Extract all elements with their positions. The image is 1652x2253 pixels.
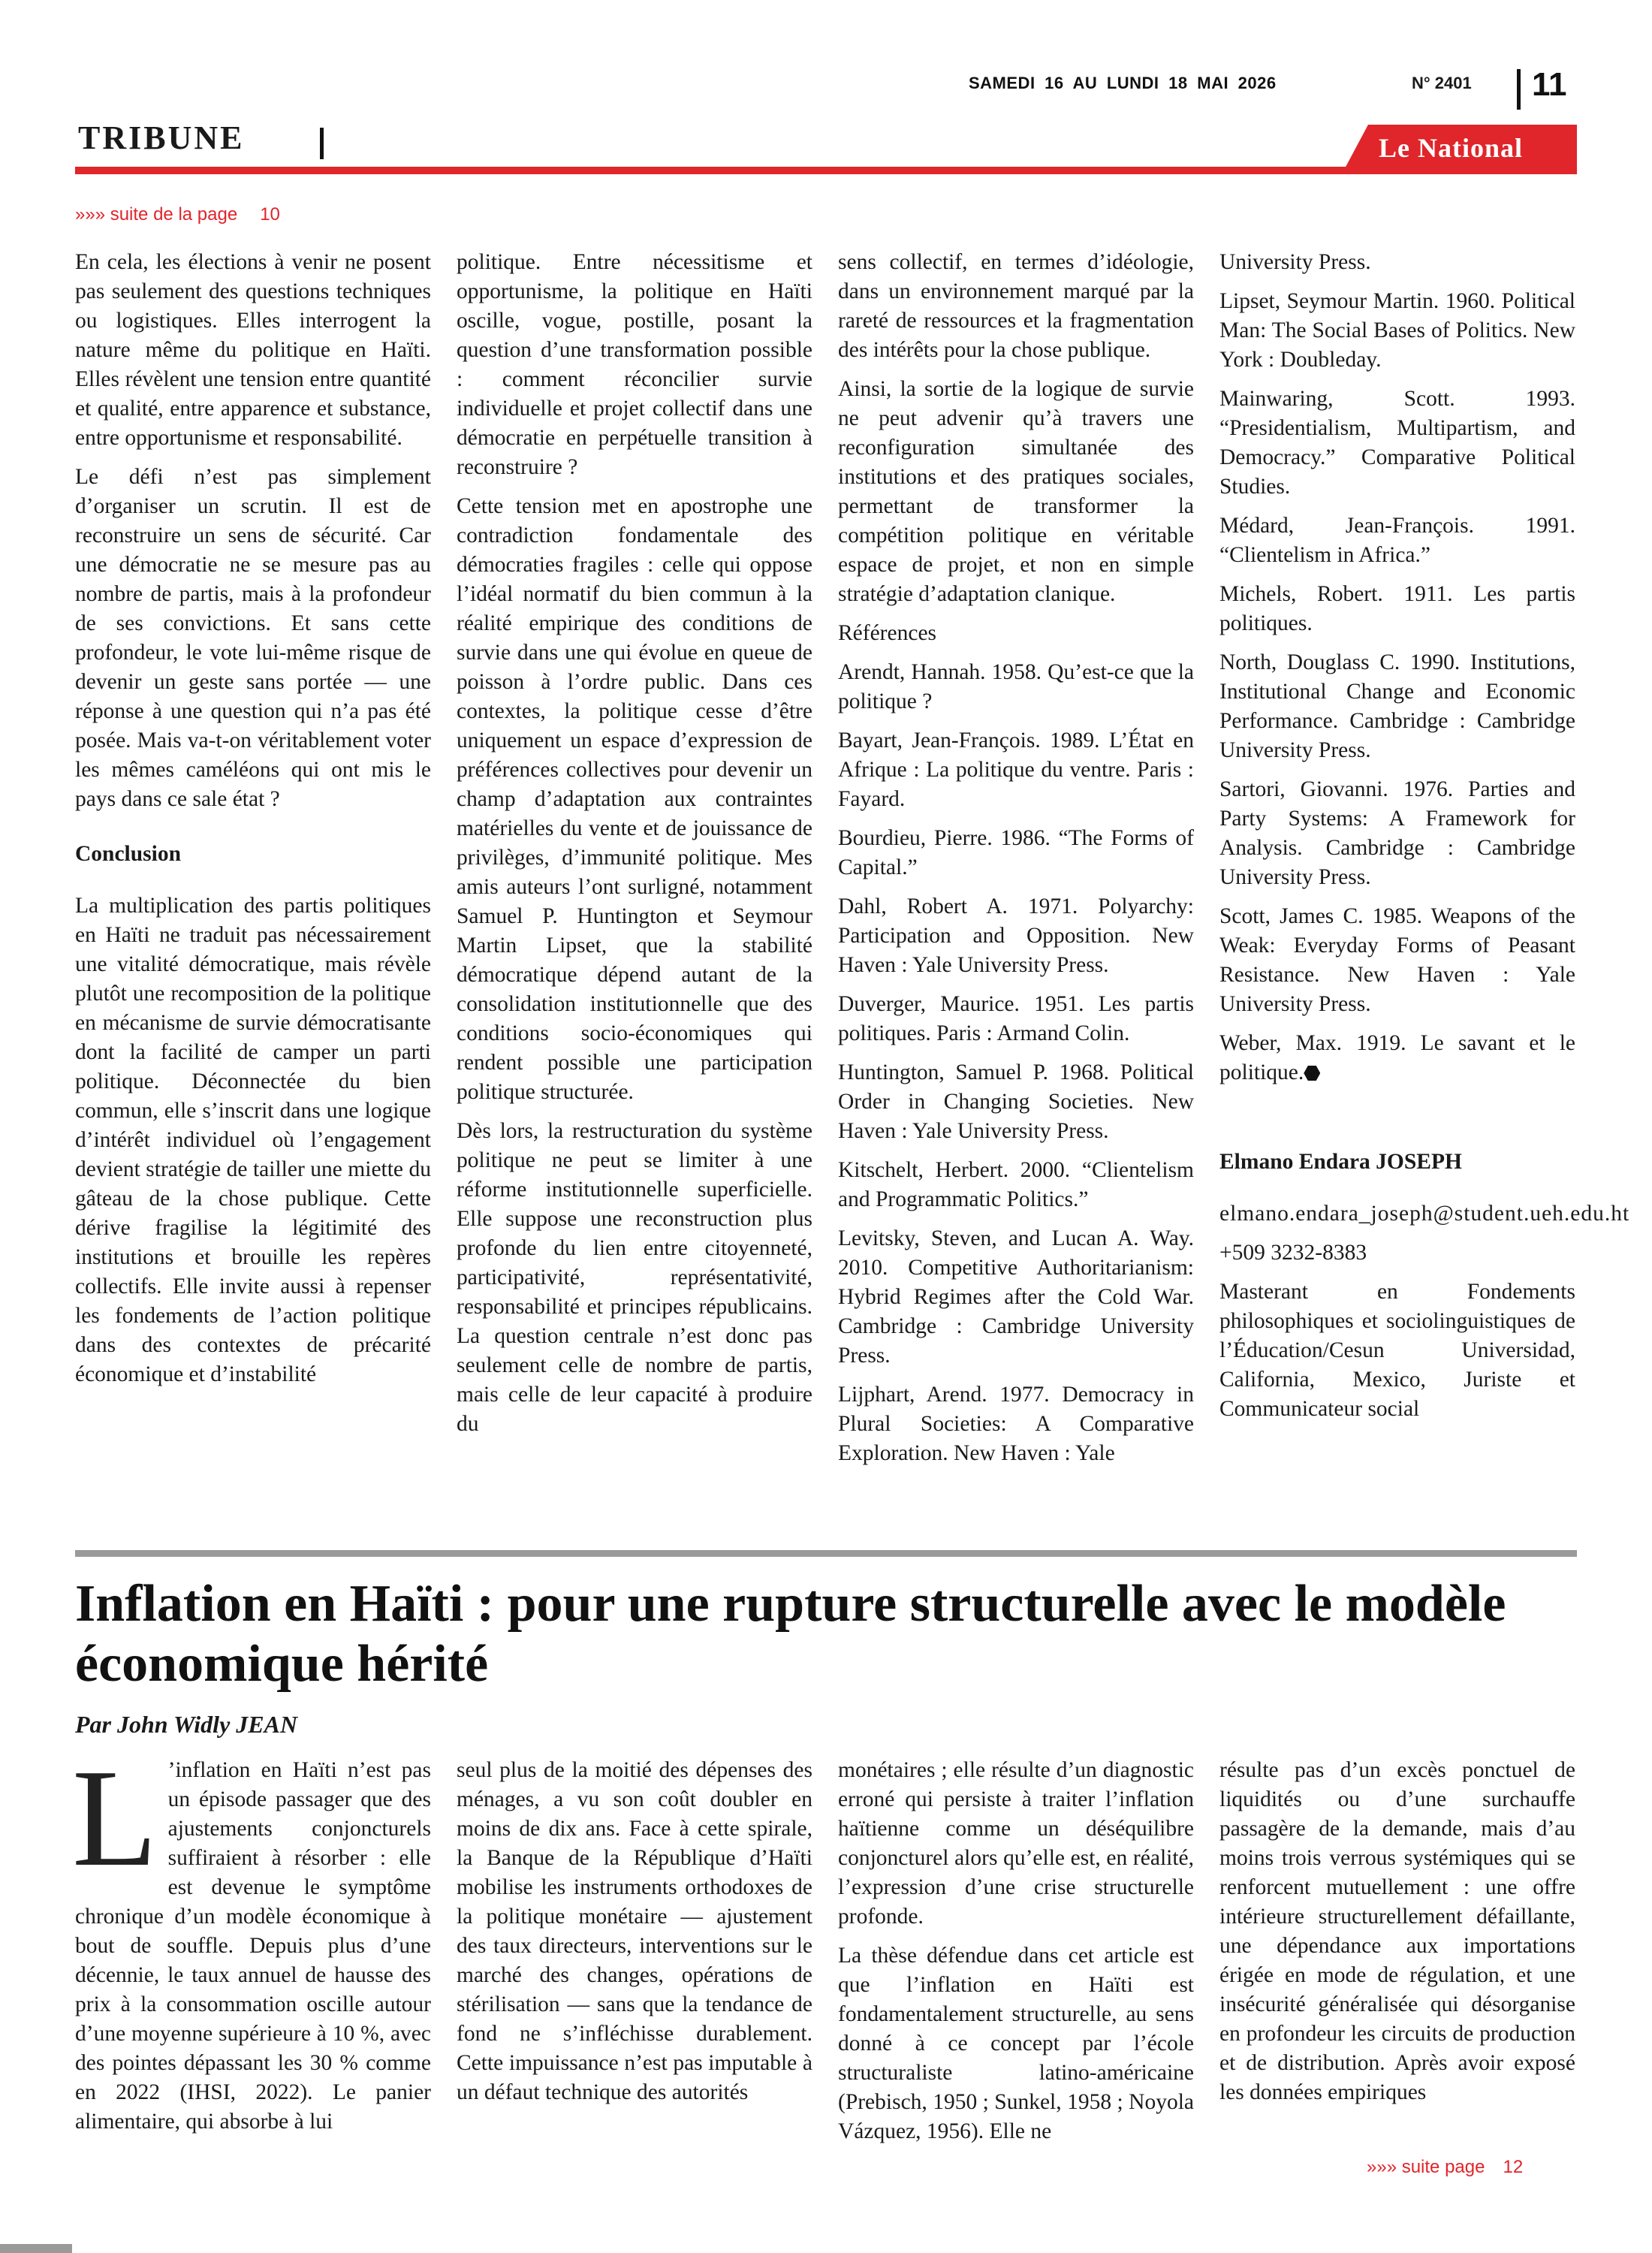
newspaper-logo: Le National bbox=[1379, 133, 1524, 163]
drop-cap: L bbox=[72, 1741, 158, 1896]
continued-from-page: 10 bbox=[260, 204, 280, 225]
reference-item: Arendt, Hannah. 1958. Qu’est-ce que la politique ? bbox=[838, 660, 1194, 713]
article2-column-4 bbox=[1219, 1756, 1575, 2117]
reference-item bbox=[1219, 1029, 1575, 1087]
paragraph: Ainsi, la sortie de la logique de survie ne peut advenir qu’à travers une reconfiguration simultanée des institutions et des pratiques sociales, permettant de transformer la compétition politique en véritable espace de projet, et non en simple stratégie d’adaptation clanique. bbox=[838, 377, 1194, 606]
continued-on bbox=[1367, 2157, 1523, 2178]
article2-headline: Inflation en Haïti : pour une rupture structurelle avec le modèle économique hérité bbox=[75, 1575, 1506, 1693]
conclusion-heading: Conclusion bbox=[75, 842, 181, 866]
author-name: Elmano Endara JOSEPH bbox=[1219, 1150, 1462, 1174]
paragraph: Le défi n’est pas simplement d’organiser un scrutin. Il est de reconstruire un sens de sécurité. Car une démocratie ne se mesure pas au nombre de partis, mais à la profondeur de ses convictions. Et sans cette profondeur, le vote lui-même risque de devenir un geste sans portée — une réponse à une question qui n’a pas été posée. Mais va-t-on véritablement voter les mêmes caméléons qui ont mis le pays dans ce sale état ? bbox=[75, 465, 431, 811]
paragraph: seul plus de la moitié des dépenses des ménages, a vu son coût doubler en moins de dix ans. Face à cette spirale, la Banque de la République d’Haïti mobilise les instruments orthodoxes de la politique monétaire — ajustement des taux directeurs, interventions sur le marché des changes, opérations de stérilisation — sans que la tendance de fond ne s’infléchisse durablement. Cette impuissance n’est pas imputable à un défaut technique des autorités bbox=[457, 1758, 812, 2104]
header-divider-left bbox=[320, 128, 324, 159]
article2-column-2 bbox=[457, 1756, 812, 2117]
issue-number: N° 2401 bbox=[1412, 74, 1472, 92]
continued-on-label: »»» suite page bbox=[1367, 2157, 1485, 2177]
reference-item: Bayart, Jean-François. 1989. L’État en Afrique : La politique du ventre. Paris : Fayard. bbox=[838, 728, 1194, 811]
article1-column-4 bbox=[1219, 248, 1630, 1434]
article2-column-1 bbox=[72, 1741, 431, 2146]
article1-column-3 bbox=[838, 248, 1194, 1478]
reference-text: Weber, Max. 1919. Le savant et le politique. bbox=[1219, 1031, 1575, 1084]
article-separator bbox=[75, 1550, 1577, 1557]
reference-item: Médard, Jean-François. 1991. “Clientelism in Africa.” bbox=[1219, 514, 1575, 567]
author-phone: +509 3232-8383 bbox=[1219, 1241, 1367, 1265]
end-of-article-icon bbox=[1304, 1066, 1320, 1081]
author-email: elmano.endara_joseph@student.ueh.edu.ht bbox=[1219, 1202, 1630, 1226]
continued-from bbox=[75, 204, 280, 225]
paragraph: sens collectif, en termes d’idéologie, dans un environnement marqué par la rareté de ressources et la fragmentation des intérêts pour la chose publique. bbox=[838, 250, 1194, 362]
issue-date: SAMEDI 16 AU LUNDI 18 MAI 2026 bbox=[969, 74, 1277, 92]
article1-column-1 bbox=[75, 248, 431, 1399]
paragraph bbox=[72, 1741, 431, 2137]
header-divider-right bbox=[1517, 69, 1521, 110]
reference-item: Levitsky, Steven, and Lucan A. Way. 2010. Competitive Authoritarianism: Hybrid Regimes after the Cold War. Cambridge : Cambridge University Press. bbox=[838, 1226, 1194, 1368]
article2-column-3 bbox=[838, 1756, 1194, 2156]
continued-from-label: »»» suite de la page bbox=[75, 204, 238, 225]
reference-item: Bourdieu, Pierre. 1986. “The Forms of Capital.” bbox=[838, 826, 1194, 879]
paragraph: résulte pas d’un excès ponctuel de liquidités ou d’une surchauffe passagère de la demande, mais d’au moins trois verrous systémiques qui se renforcent mutuellement : une offre intérieure structurellement défaillante, une dépendance aux importations érigée en mode de régulation, et une insécurité généralisée qui désorganise en profondeur les circuits de production et de distribution. Après avoir exposé les données empiriques bbox=[1219, 1758, 1575, 2104]
section-title: TRIBUNE bbox=[78, 119, 245, 156]
paragraph: La multiplication des partis politiques en Haïti ne traduit pas nécessairement une vitalité démocratique, mais révèle plutôt une recomposition de la politique en mécanisme de survie démocratisante dont la facilité de camper un parti politique. Déconnectée du bien commun, elle s’inscrit dans une logique d’intérêt individuel où l’engagement devient stratégie de tailler une miette du gâteau de la chose publique. Cette dérive fragilise la légitimité des institutions et brouille les repères collectifs. Elle invite aussi à repenser les fondements de l’action politique dans des contextes de précarité économique et d’instabilité bbox=[75, 894, 431, 1386]
paragraph: Cette tension met en apostrophe une contradiction fondamentale des démocraties fragiles : celle qui oppose l’idéal normatif du bien commun à la réalité empirique des conditions de survie dans une qui évolue en queue de poisson à l’ordre public. Dans ces contextes, la politique cesse d’être uniquement un espace d’expression de préférences collectives pour devenir un champ d’adaptation aux contraintes matérielles du vente et de jouissance de privilèges, d’immunité politique. Mes amis auteurs l’ont surligné, notamment Samuel P. Huntington et Seymour Martin Lipset, que la stabilité démocratique dépend autant de la consolidation institutionnelle que des conditions socio-économiques qui rendent possible une participation politique structurée. bbox=[457, 494, 812, 1104]
paragraph-text: ’inflation en Haïti n’est pas un épisode passager que des ajustements conjoncturels suffiraient à résorber : elle est devenue le symptôme chronique d’un modèle économique à bout de souffle. Depuis plus d’une décennie, le taux annuel de hausse des prix à la consommation oscille autour d’une moyenne supérieure à 10 %, avec des pointes dépassant les 30 % comme en 2022 (IHSI, 2022). Le panier alimentaire, qui absorbe à lui bbox=[75, 1758, 431, 2134]
paragraph: Dès lors, la restructuration du système politique ne peut se limiter à une réforme institutionnelle superficielle. Elle suppose une reconstruction plus profonde du lien entre citoyenneté, participativité, représentativité, responsabilité et principes républicains. La question centrale n’est donc pas seulement celle de nombre de partis, mais celle de leur capacité à produire du bbox=[457, 1119, 812, 1436]
reference-item: Scott, James C. 1985. Weapons of the Weak: Everyday Forms of Peasant Resistance. New Haven : Yale University Press. bbox=[1219, 904, 1575, 1016]
reference-item: Kitschelt, Herbert. 2000. “Clientelism and Programmatic Politics.” bbox=[838, 1158, 1194, 1211]
reference-item: Sartori, Giovanni. 1976. Parties and Party Systems: A Framework for Analysis. Cambridge : Cambridge University Press. bbox=[1219, 777, 1575, 889]
article1-column-2 bbox=[457, 248, 812, 1449]
continued-on-page: 12 bbox=[1503, 2157, 1524, 2177]
paragraph: monétaires ; elle résulte d’un diagnostic erroné qui persiste à traiter l’inflation haïtienne comme un déséquilibre conjoncturel alors qu’elle est, en réalité, l’expression d’une crise structurelle profonde. bbox=[838, 1758, 1194, 1929]
reference-item: Mainwaring, Scott. 1993. “Presidentialism, Multipartism, and Democracy.” Comparative Political Studies. bbox=[1219, 387, 1575, 499]
reference-item: Duverger, Maurice. 1951. Les partis politiques. Paris : Armand Colin. bbox=[838, 992, 1194, 1045]
paragraph: En cela, les élections à venir ne posent pas seulement des questions techniques ou logistiques. Elles interrogent la nature même du politique en Haïti. Elles révèlent une tension entre quantité et qualité, entre apparence et substance, entre opportunisme et responsabilité. bbox=[75, 250, 431, 450]
reference-item: North, Douglass C. 1990. Institutions, Institutional Change and Economic Performance. Cambridge : Cambridge University Press. bbox=[1219, 650, 1575, 762]
reference-item: Dahl, Robert A. 1971. Polyarchy: Participation and Opposition. New Haven : Yale University Press. bbox=[838, 894, 1194, 977]
page-number: 11 bbox=[1532, 66, 1567, 103]
reference-item: Huntington, Samuel P. 1968. Political Order in Changing Societies. New Haven : Yale University Press. bbox=[838, 1060, 1194, 1143]
page-corner-mark bbox=[0, 2244, 72, 2253]
article2-byline: Par John Widly JEAN bbox=[75, 1711, 298, 1738]
reference-item: Lipset, Seymour Martin. 1960. Political Man: The Social Bases of Politics. New York : Doubleday. bbox=[1219, 289, 1575, 372]
paragraph: La thèse défendue dans cet article est que l’inflation en Haïti est fondamentalement structurelle, au sens donné à ce concept par l’école structuraliste latino-américaine (Prebisch, 1950 ; Sunkel, 1958 ; Noyola Vázquez, 1956). Elle ne bbox=[838, 1944, 1194, 2143]
reference-item: Michels, Robert. 1911. Les partis politiques. bbox=[1219, 582, 1575, 635]
reference-item: University Press. bbox=[1219, 250, 1371, 274]
author-bio: Masterant en Fondements philosophiques et sociolinguistiques de l’Éducation/Cesun Universidad, California, Mexico, Juriste et Communicateur social bbox=[1219, 1280, 1575, 1421]
references-heading: Références bbox=[838, 621, 937, 645]
paragraph: politique. Entre nécessitisme et opportunisme, la politique en Haïti oscille, vogue, postille, posant la question d’une transformation possible : comment réconcilier survie individuelle et projet collectif dans une démocratie en perpétuelle transition à reconstruire ? bbox=[457, 250, 812, 479]
reference-item: Lijphart, Arend. 1977. Democracy in Plural Societies: A Comparative Exploration. New Haven : Yale bbox=[838, 1383, 1194, 1465]
